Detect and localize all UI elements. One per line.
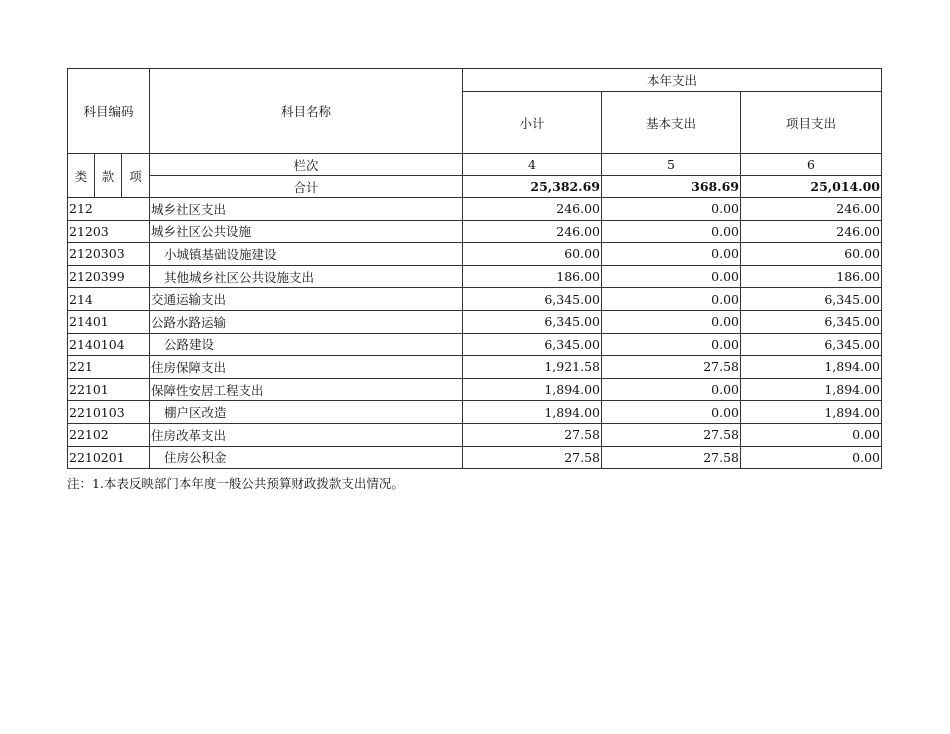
row-name: 其他城乡社区公共设施支出: [150, 265, 463, 288]
row-code: 2120303: [68, 243, 150, 266]
row-basic: 0.00: [602, 243, 741, 266]
table-row: [68, 243, 882, 266]
row-project: 1,894.00: [741, 378, 882, 401]
row-project: 246.00: [741, 220, 882, 243]
row-code: 2210201: [68, 446, 150, 469]
row-code: 212: [68, 198, 150, 221]
column-index-6: 6: [741, 154, 882, 176]
row-basic: 0.00: [602, 265, 741, 288]
row-project: 0.00: [741, 446, 882, 469]
row-code: 22102: [68, 423, 150, 446]
subtotal-header: 小计: [463, 92, 602, 154]
row-basic: 0.00: [602, 310, 741, 333]
row-subtotal: 27.58: [463, 446, 602, 469]
total-label: 合计: [150, 176, 463, 198]
data-rows: [68, 198, 882, 469]
year-spend-header: 本年支出: [463, 69, 882, 92]
row-name: 公路水路运输: [150, 310, 463, 333]
row-subtotal: 246.00: [463, 220, 602, 243]
row-subtotal: 6,345.00: [463, 333, 602, 356]
row-project: 186.00: [741, 265, 882, 288]
row-code: 2210103: [68, 401, 150, 424]
row-code: 22101: [68, 378, 150, 401]
row-code: 21203: [68, 220, 150, 243]
table-row: [68, 310, 882, 333]
table-row: [68, 356, 882, 379]
row-project: 60.00: [741, 243, 882, 266]
row-name: 保障性安居工程支出: [150, 378, 463, 401]
row-project: 6,345.00: [741, 310, 882, 333]
row-name: 公路建设: [150, 333, 463, 356]
total-subtotal: 25,382.69: [463, 176, 602, 198]
table-row: [68, 401, 882, 424]
table-row: [68, 265, 882, 288]
row-name: 小城镇基础设施建设: [150, 243, 463, 266]
row-code: 21401: [68, 310, 150, 333]
row-basic: 0.00: [602, 288, 741, 311]
row-name: 住房改革支出: [150, 423, 463, 446]
row-basic: 0.00: [602, 401, 741, 424]
row-name: 交通运输支出: [150, 288, 463, 311]
row-basic: 0.00: [602, 220, 741, 243]
total-basic: 368.69: [602, 176, 741, 198]
row-basic: 0.00: [602, 378, 741, 401]
row-name: 住房保障支出: [150, 356, 463, 379]
row-subtotal: 1,894.00: [463, 401, 602, 424]
budget-table: [67, 68, 882, 469]
kuan-header: 款: [95, 154, 122, 198]
row-subtotal: 60.00: [463, 243, 602, 266]
row-basic: 0.00: [602, 198, 741, 221]
row-project: 6,345.00: [741, 333, 882, 356]
row-project: 1,894.00: [741, 401, 882, 424]
row-basic: 0.00: [602, 333, 741, 356]
row-subtotal: 186.00: [463, 265, 602, 288]
row-project: 246.00: [741, 198, 882, 221]
row-code: 2140104: [68, 333, 150, 356]
table-row: [68, 198, 882, 221]
row-project: 0.00: [741, 423, 882, 446]
row-name: 住房公积金: [150, 446, 463, 469]
row-basic: 27.58: [602, 356, 741, 379]
row-basic: 27.58: [602, 423, 741, 446]
lei-header: 类: [68, 154, 95, 198]
total-project: 25,014.00: [741, 176, 882, 198]
row-basic: 27.58: [602, 446, 741, 469]
table-row: [68, 378, 882, 401]
column-index-label: 栏次: [150, 154, 463, 176]
row-code: 2120399: [68, 265, 150, 288]
project-header: 项目支出: [741, 92, 882, 154]
row-project: 6,345.00: [741, 288, 882, 311]
row-code: 214: [68, 288, 150, 311]
row-subtotal: 6,345.00: [463, 288, 602, 311]
row-name: 棚户区改造: [150, 401, 463, 424]
name-header: 科目名称: [150, 69, 463, 154]
table-row: [68, 288, 882, 311]
table-row: [68, 220, 882, 243]
table-row: [68, 446, 882, 469]
column-index-4: 4: [463, 154, 602, 176]
row-subtotal: 1,921.58: [463, 356, 602, 379]
row-subtotal: 6,345.00: [463, 310, 602, 333]
row-subtotal: 1,894.00: [463, 378, 602, 401]
table-row: [68, 423, 882, 446]
code-header: 科目编码: [68, 69, 150, 154]
row-name: 城乡社区公共设施: [150, 220, 463, 243]
row-code: 221: [68, 356, 150, 379]
row-name: 城乡社区支出: [150, 198, 463, 221]
xiang-header: 项: [122, 154, 150, 198]
basic-header: 基本支出: [602, 92, 741, 154]
table-note: 注：1.本表反映部门本年度一般公共预算财政拨款支出情况。: [67, 476, 404, 491]
row-subtotal: 246.00: [463, 198, 602, 221]
row-project: 1,894.00: [741, 356, 882, 379]
column-index-5: 5: [602, 154, 741, 176]
row-subtotal: 27.58: [463, 423, 602, 446]
table-row: [68, 333, 882, 356]
